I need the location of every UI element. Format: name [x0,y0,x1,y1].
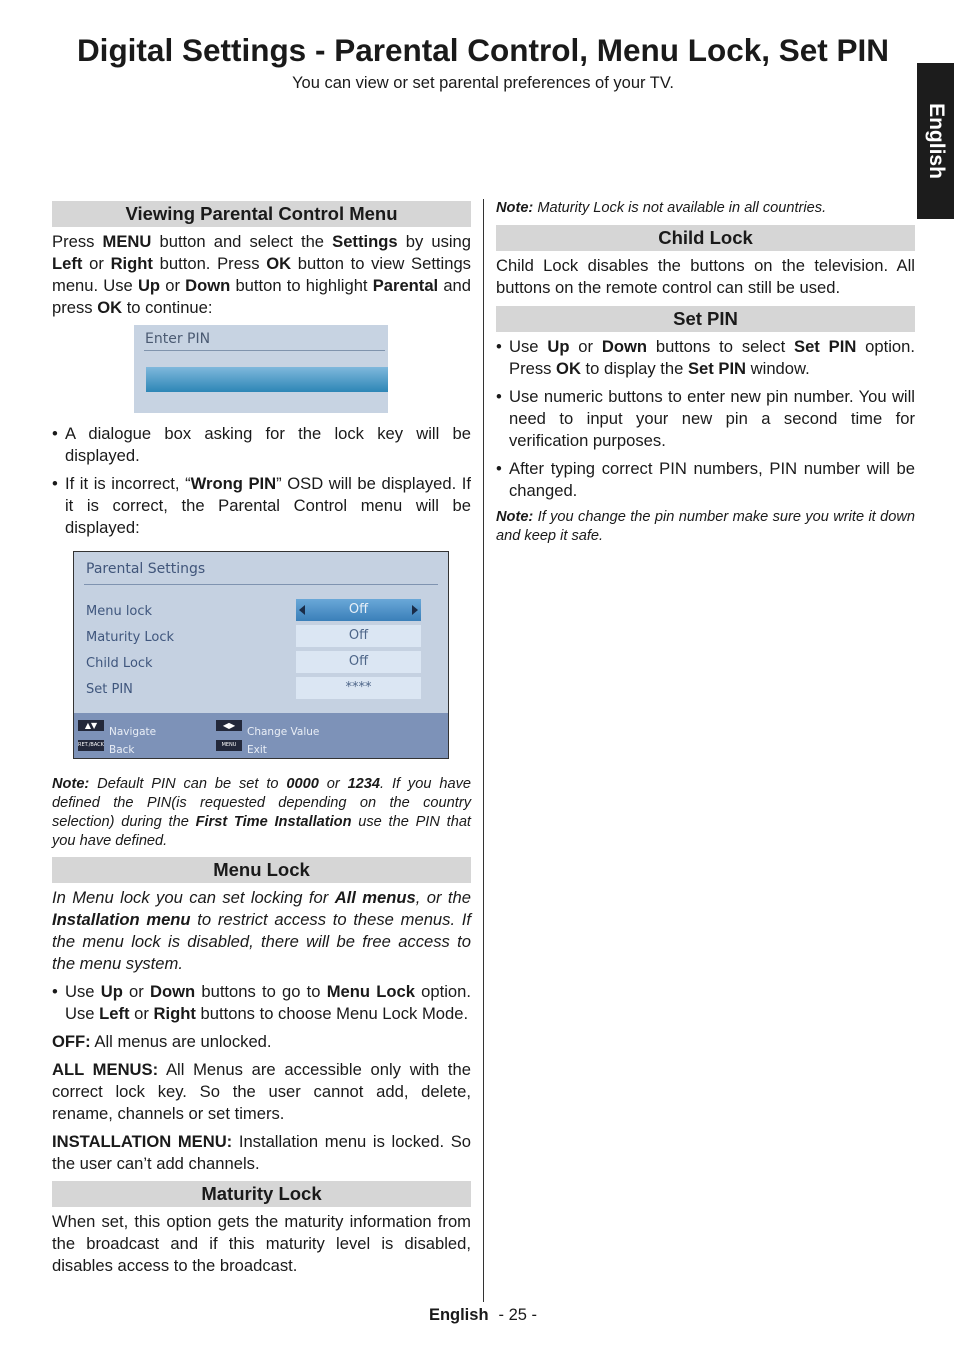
language-side-tab [917,63,954,219]
back-key-icon: RET./BACK [78,740,104,751]
menu-lock-intro: In Menu lock you can set locking for All menus, or the Installation menu to restrict access to these menus. If the menu lock is disabled, there will be free access to the menu system. [52,888,472,973]
set-pin-bullets [496,336,915,502]
enter-pin-divider [144,350,385,351]
list-item: • Use Up or Down buttons to select Set PIN option. Press OK to display the Set PIN window. [496,336,915,380]
arrow-left-icon [299,605,305,615]
parental-settings-divider [84,584,438,585]
list-item: • A dialogue box asking for the lock key will be displayed. [52,423,471,467]
section-heading-menu-lock: Menu Lock [52,857,471,883]
menu-lock-off: OFF: All menus are unlocked. [52,1032,272,1051]
maturity-text: When set, this option gets the maturity information from the broadcast and if this maturity level is disabled, disables access to the broadcast. [52,1212,471,1275]
change-value-hint: Change Value [247,726,320,738]
list-item: • Use numeric buttons to enter new pin number. You will need to input your new pin a second time for verification purposes. [496,386,915,452]
language-side-tab-label: English [924,103,948,179]
page-number: - 25 - [498,1306,538,1324]
page-subtitle: You can view or set parental preferences of your TV. [292,74,674,92]
set-pin-label: Set PIN [86,682,133,697]
page-footer [0,1306,954,1325]
menu-lock-installation: INSTALLATION MENU: Installation menu is locked. So the user can’t add channels. [52,1132,471,1173]
enter-pin-field [146,367,388,392]
list-item: • Use Up or Down buttons to go to Menu Lock option. Use Left or Right buttons to choose Menu Lock Mode. [52,981,471,1025]
child-lock-label: Child Lock [86,656,153,671]
menu-lock-bullets [52,981,471,1025]
column-divider [483,199,484,1302]
section-heading-maturity: Maturity Lock [52,1181,471,1207]
right-column [496,199,915,546]
maturity-lock-value: Off [296,625,421,647]
maturity-lock-label: Maturity Lock [86,630,175,645]
section-heading-viewing: Viewing Parental Control Menu [52,201,471,227]
default-pin-note: Note: Default PIN can be set to 0000 or 1234. If you have defined the PIN(is requested depending on the country selection) during the First Time Installation use the PIN that you have defined. [52,776,471,849]
left-column [52,201,471,1283]
back-hint: Back [109,744,135,756]
maturity-note: Note: Maturity Lock is not available in all countries. [496,200,827,216]
menu-lock-label: Menu lock [86,604,153,619]
menu-lock-all-menus: ALL MENUS: All Menus are accessible only with the correct lock key. So the user cannot add, delete, rename, channels or set timers. [52,1060,471,1123]
menu-lock-row [86,599,421,621]
parental-settings-dialog [73,551,449,759]
set-pin-row [86,677,421,699]
enter-pin-dialog [134,325,388,413]
menu-key-icon: MENU [216,740,242,751]
child-lock-row [86,651,421,673]
child-lock-value: Off [296,651,421,673]
parental-settings-title: Parental Settings [86,561,206,577]
list-item: • After typing correct PIN numbers, PIN number will be changed. [496,458,915,502]
enter-pin-label: Enter PIN [145,331,211,347]
viewing-bullets [52,423,471,539]
page-title: Digital Settings - Parental Control, Menu Lock, Set PIN [76,32,890,68]
list-item: • If it is incorrect, “Wrong PIN” OSD will be displayed. If it is correct, the Parental Control menu will be displayed: [52,473,471,539]
set-pin-value: **** [296,677,421,699]
section-heading-set-pin: Set PIN [496,306,915,332]
left-right-key-icon: ◀▶ [216,720,242,731]
section-heading-child-lock: Child Lock [496,225,915,251]
parental-settings-footer [74,713,448,758]
arrow-right-icon [412,605,418,615]
navigate-key-icon: ▲▼ [78,720,104,731]
maturity-lock-row [86,625,421,647]
navigate-hint: Navigate [109,726,157,738]
menu-lock-value: Off [296,599,421,621]
viewing-intro: Press MENU button and select the Settings by using Left or Right button. Press OK button to view Settings menu. Use Up or Down button to highlight Parental and press OK to continue: [52,232,472,317]
footer-language: English [428,1306,489,1324]
exit-hint: Exit [247,744,267,756]
set-pin-note: Note: If you change the pin number make sure you write it down and keep it safe. [496,509,915,544]
child-lock-text: Child Lock disables the buttons on the television. All buttons on the remote control can still be used. [496,256,915,297]
